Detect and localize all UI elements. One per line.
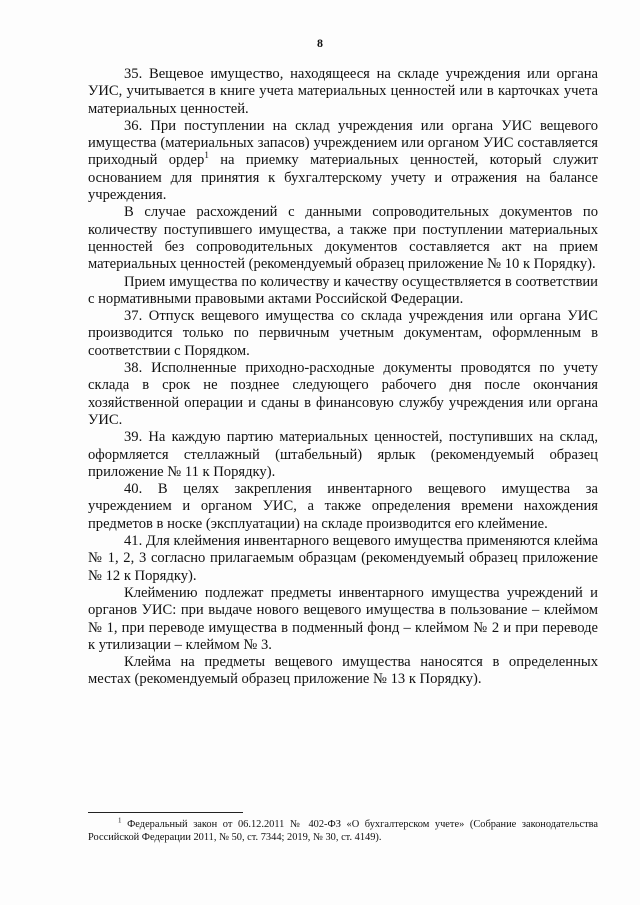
footnote-marker: 1	[118, 816, 122, 825]
paragraph-38: 38. Исполненные приходно-расходные документы проводятся по учету склада в срок не позднее следующего рабочего дня после окончания хозяйственной операции и сданы в финансовую службу учреждения или органа УИС.	[88, 360, 598, 428]
paragraph-39: 39. На каждую партию материальных ценностей, поступивших на склад, оформляется стеллажный (штабельный) ярлык (рекомендуемый образец приложение № 11 к Порядку).	[88, 429, 598, 480]
footnote-reference: 1	[204, 150, 209, 161]
paragraph-37: 37. Отпуск вещевого имущества со склада учреждения или органа УИС производится только по первичным учетным документам, оформленным в соответствии с Порядком.	[88, 308, 598, 359]
paragraph-41: 41. Для клеймения инвентарного вещевого имущества применяются клейма № 1, 2, 3 согласно прилагаемым образцам (рекомендуемый образец приложение № 12 к Порядку).	[88, 533, 598, 584]
paragraph-40: 40. В целях закрепления инвентарного вещевого имущества за учреждением и органом УИС, а также определения времени нахождения предметов в носке (эксплуатации) на складе производится его клеймение.	[88, 481, 598, 532]
paragraph-36-head: 36. При поступлении на склад учреждения или органа УИС вещевого имущества (материальных запасов) учреждением или органом УИС составляется приходный ордер	[88, 117, 598, 169]
page-number: 8	[317, 36, 323, 50]
paragraph-35: 35. Вещевое имущество, находящееся на складе учреждения или органа УИС, учитывается в книге учета материальных ценностей или в карточках учета материальных ценностей.	[88, 66, 598, 117]
paragraph-36	[88, 118, 598, 204]
footnote-divider	[88, 812, 243, 813]
paragraph-36-tail: на приемку материальных ценностей, который служит основанием для принятия к бухгалтерскому учету и отражения на балансе учреждения.	[88, 152, 599, 204]
footnote	[88, 818, 598, 844]
footnote-text: Федеральный закон от 06.12.2011 № 402-ФЗ «О бухгалтерском учете» (Собрание законодательства Российской Федерации 2011, № 50, ст. 7344; 2019, № 30, ст. 4149).	[88, 819, 598, 843]
paragraph-branding-rules: Клеймению подлежат предметы инвентарного имущества учреждений и органов УИС: при выдаче нового вещевого имущества в пользование – клеймом № 1, при переводе имущества в подменный фонд – клеймом № 2 и при переводе к утилизации – клеймом № 3.	[88, 584, 598, 653]
paragraph-acceptance: Прием имущества по количеству и качеству осуществляется в соответствии с нормативными правовыми актами Российской Федерации.	[88, 273, 598, 307]
document-body	[88, 66, 598, 689]
paragraph-branding-places: Клейма на предметы вещевого имущества наносятся в определенных местах (рекомендуемый образец приложение № 13 к Порядку).	[88, 654, 598, 688]
paragraph-discrepancy: В случае расхождений с данными сопроводительных документов по количеству поступившего имущества, а также при поступлении материальных ценностей без сопроводительных документов составляется акт на прием материальных ценностей (рекомендуемый образец приложение № 10 к Порядку).	[88, 204, 598, 273]
